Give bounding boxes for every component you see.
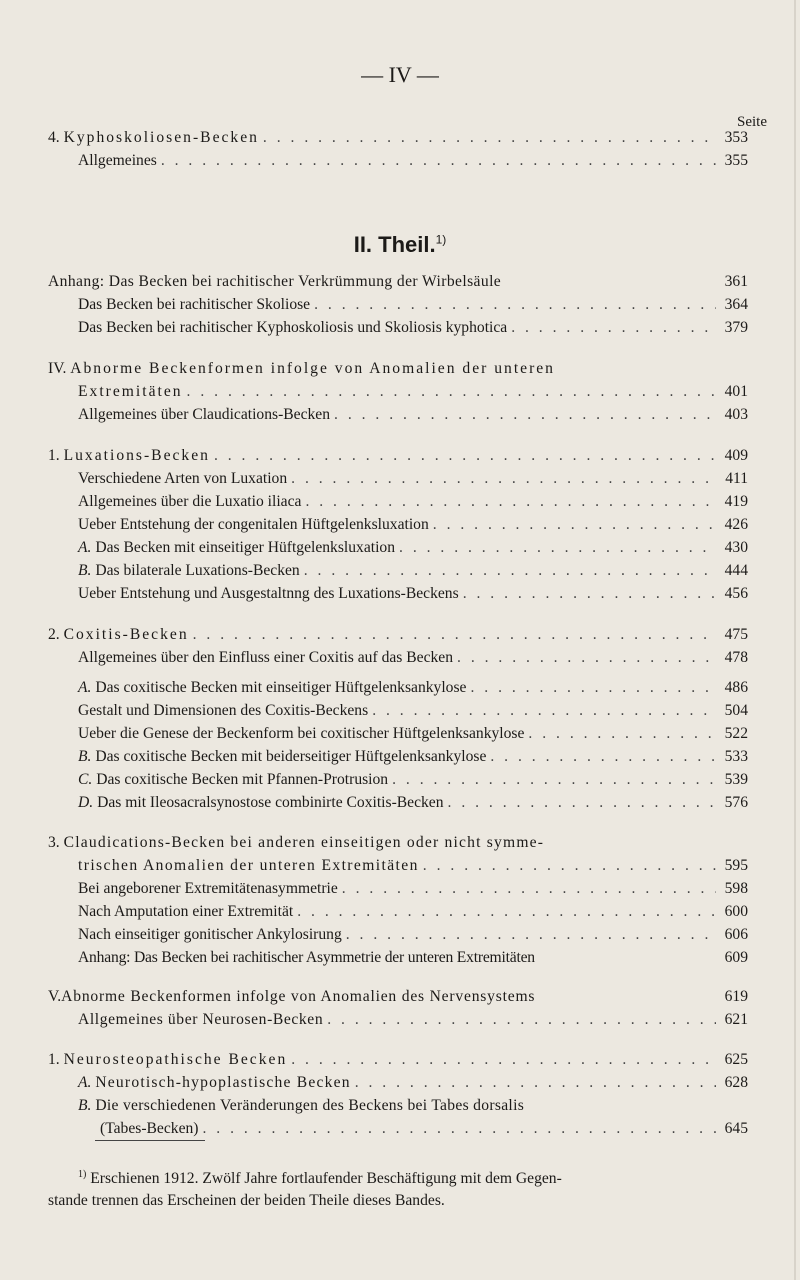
leader-dots xyxy=(263,128,716,148)
entry-title: Gestalt und Dimensionen des Coxitis-Beckens xyxy=(78,702,369,719)
leader-dots xyxy=(214,446,716,466)
entry-title: Nach einseitiger gonitischer Ankylosirung xyxy=(78,926,342,943)
entry-prefix: V. xyxy=(48,988,62,1005)
entry-title: Neurosteopathische Becken xyxy=(63,1051,288,1068)
toc-entry xyxy=(78,701,748,721)
leader-dots xyxy=(334,405,716,425)
leader-dots xyxy=(187,382,716,402)
entry-title: trischen Anomalien der unteren Extremitäten xyxy=(78,857,419,874)
entry-prefix: A. xyxy=(78,679,92,696)
toc-entry xyxy=(78,793,748,813)
entry-page: 478 xyxy=(724,649,748,666)
toc-entry xyxy=(78,678,748,698)
entry-page: 628 xyxy=(724,1074,748,1091)
entry-title: Verschiedene Arten von Luxation xyxy=(78,470,288,487)
entry-page: 486 xyxy=(724,679,748,696)
entry-prefix: D. xyxy=(78,794,94,811)
leader-dots xyxy=(202,1119,716,1139)
entry-title: (Tabes-Becken) xyxy=(100,1120,199,1137)
entry-title-line1: Die verschiedenen Veränderungen des Beckens bei Tabes dorsalis xyxy=(95,1097,525,1114)
leader-dots xyxy=(346,925,716,945)
toc-entry xyxy=(78,515,748,535)
leader-dots xyxy=(392,770,716,790)
entry-page: 522 xyxy=(724,725,748,742)
entry-page: 430 xyxy=(724,539,748,556)
toc-entry xyxy=(78,648,748,668)
entry-prefix: 4. xyxy=(48,129,60,146)
entry-prefix: 1. xyxy=(48,447,60,464)
footnote xyxy=(48,1164,748,1212)
entry-title: Das Becken mit einseitiger Hüftgelenksluxation xyxy=(95,539,396,556)
leader-dots xyxy=(342,879,716,899)
entry-page: 403 xyxy=(724,406,748,423)
toc-entry xyxy=(78,318,748,338)
toc-entry xyxy=(48,359,748,379)
entry-prefix: 1. xyxy=(48,1051,60,1068)
entry-title: Extremitäten xyxy=(78,383,183,400)
toc-entry xyxy=(78,747,748,767)
leader-dots xyxy=(161,151,716,171)
entry-page: 401 xyxy=(724,383,748,400)
entry-title: Das Becken bei rachitischer Skoliose xyxy=(78,296,311,313)
leader-dots xyxy=(304,561,716,581)
entry-title: Anhang: Das Becken bei rachitischer Asymmetrie der unteren Extremitäten xyxy=(78,949,535,966)
entry-page: 645 xyxy=(724,1120,748,1137)
entry-title: Allgemeines über den Einfluss einer Coxitis auf das Becken xyxy=(78,649,454,666)
toc-entry xyxy=(78,1073,748,1093)
entry-title: Das Becken bei rachitischer Kyphoskoliosis und Skoliosis kyphotica xyxy=(78,319,508,336)
entry-title: Nach Amputation einer Extremität xyxy=(78,903,294,920)
leader-dots xyxy=(511,318,716,338)
entry-title: Ueber die Genese der Beckenform bei coxitischer Hüftgelenksankylose xyxy=(78,725,525,742)
toc-entry xyxy=(78,902,748,922)
toc-entry xyxy=(78,1010,748,1030)
entry-title: Neurotisch-hypoplastische Becken xyxy=(95,1074,351,1091)
entry-title: Anhang: Das Becken bei rachitischer Verkrümmung der Wirbelsäule xyxy=(48,273,502,290)
leader-dots xyxy=(291,469,716,489)
toc-entry xyxy=(78,856,748,876)
entry-title: Ueber Entstehung und Ausgestaltnng des Luxations-Beckens xyxy=(78,585,459,602)
leader-dots xyxy=(314,295,716,315)
entry-page: 504 xyxy=(724,702,748,719)
entry-page: 411 xyxy=(725,470,748,487)
entry-page: 539 xyxy=(724,771,748,788)
entry-prefix: B. xyxy=(78,1097,92,1114)
footnote-line2: stande trennen das Erscheinen der beiden Theile dieses Bandes. xyxy=(48,1192,445,1210)
leader-dots xyxy=(297,902,716,922)
entry-title: Das bilaterale Luxations-Becken xyxy=(95,562,300,579)
toc-entry xyxy=(48,128,748,148)
entry-title: Das coxitische Becken mit beiderseitiger Hüftgelenksankylose xyxy=(95,748,487,765)
footnote-ref: 1) xyxy=(435,232,447,247)
entry-title: Allgemeines xyxy=(78,152,157,169)
toc-entry xyxy=(48,1050,748,1070)
leader-dots xyxy=(193,625,716,645)
entry-title: Allgemeines über die Luxatio iliaca xyxy=(78,493,302,510)
leader-dots xyxy=(423,856,716,876)
toc-entry xyxy=(78,405,748,425)
toc-entry xyxy=(48,272,748,292)
toc-entry xyxy=(48,987,748,1007)
leader-dots xyxy=(470,678,716,698)
seite-label: Seite xyxy=(737,114,767,130)
entry-prefix: B. xyxy=(78,748,92,765)
entry-title: Ueber Entstehung der congenitalen Hüftgelenksluxation xyxy=(78,516,429,533)
entry-page: 456 xyxy=(724,585,748,602)
entry-title: Das coxitische Becken mit einseitiger Hüftgelenksankylose xyxy=(95,679,467,696)
entry-prefix: 2. xyxy=(48,626,60,643)
entry-prefix: IV. xyxy=(48,360,67,377)
entry-page: 379 xyxy=(724,319,748,336)
entry-page: 355 xyxy=(724,152,748,169)
leader-dots xyxy=(433,515,716,535)
leader-dots xyxy=(463,584,716,604)
toc-entry xyxy=(78,948,748,968)
entry-page: 419 xyxy=(724,493,748,510)
toc-entry xyxy=(78,382,748,402)
entry-title: Bei angeborener Extremitätenasymmetrie xyxy=(78,880,338,897)
entry-page: 475 xyxy=(724,626,748,643)
entry-title: Das mit Ileosacralsynostose combinirte Coxitis-Becken xyxy=(97,794,444,811)
entry-prefix: 3. xyxy=(48,834,60,851)
leader-dots xyxy=(457,648,716,668)
leader-dots xyxy=(490,747,716,767)
toc-entry xyxy=(78,1096,748,1116)
entry-page: 409 xyxy=(724,447,748,464)
leader-dots xyxy=(372,701,716,721)
entry-page: 600 xyxy=(724,903,748,920)
leader-dots xyxy=(355,1073,716,1093)
entry-prefix: C. xyxy=(78,771,93,788)
entry-prefix: A. xyxy=(78,1074,92,1091)
leader-dots xyxy=(399,538,716,558)
entry-title: Luxations-Becken xyxy=(63,447,210,464)
leader-dots xyxy=(305,492,716,512)
toc-entry xyxy=(78,584,748,604)
toc-entry xyxy=(78,561,748,581)
toc-entry xyxy=(78,770,748,790)
entry-prefix: A. xyxy=(78,539,92,556)
entry-page: 595 xyxy=(724,857,748,874)
leader-dots xyxy=(291,1050,716,1070)
leader-dots xyxy=(528,724,716,744)
toc-entry xyxy=(78,925,748,945)
entry-title-line1: Claudications-Becken bei anderen einseitigen oder nicht symme- xyxy=(63,834,545,851)
toc-entry xyxy=(78,492,748,512)
entry-page: 606 xyxy=(724,926,748,943)
toc-entry xyxy=(78,724,748,744)
toc-entry xyxy=(78,538,748,558)
entry-page: 533 xyxy=(724,748,748,765)
toc-entry xyxy=(78,879,748,899)
footnote-line1: Erschienen 1912. Zwölf Jahre fortlaufender Beschäftigung mit dem Gegen- xyxy=(90,1170,562,1188)
entry-page: 444 xyxy=(724,562,748,579)
toc-entry xyxy=(48,833,748,853)
entry-page: 619 xyxy=(724,988,748,1005)
toc-entry xyxy=(78,151,748,171)
entry-page: 426 xyxy=(724,516,748,533)
entry-page: 609 xyxy=(724,949,748,966)
entry-page: 353 xyxy=(724,129,748,146)
entry-title: Allgemeines über Claudications-Becken xyxy=(78,406,331,423)
leader-dots xyxy=(327,1010,716,1030)
leader-dots xyxy=(448,793,716,813)
entry-page: 598 xyxy=(724,880,748,897)
toc-entry xyxy=(100,1119,748,1139)
entry-prefix: B. xyxy=(78,562,92,579)
entry-page: 364 xyxy=(724,296,748,313)
entry-title: Das coxitische Becken mit Pfannen-Protrusion xyxy=(96,771,389,788)
part-title: II. Theil.$^{1)}$ xyxy=(353,232,447,257)
entry-page: 625 xyxy=(724,1051,748,1068)
entry-title: Coxitis-Becken xyxy=(63,626,189,643)
footnote-marker: 1) xyxy=(78,1169,87,1180)
toc-entry xyxy=(78,295,748,315)
entry-page: 361 xyxy=(724,273,748,290)
toc-entry xyxy=(78,469,748,489)
page-number-header: — IV — xyxy=(361,62,439,87)
entry-title-line1: Abnorme Beckenformen infolge von Anomalien der unteren xyxy=(70,360,555,377)
entry-title: Abnorme Beckenformen infolge von Anomalien des Nervensystems xyxy=(61,988,536,1005)
page-edge xyxy=(794,0,796,1280)
toc-entry xyxy=(48,446,748,466)
footnote-rule xyxy=(95,1140,205,1141)
entry-title: Allgemeines über Neurosen-Becken xyxy=(78,1011,324,1028)
toc-entry xyxy=(48,625,748,645)
entry-title: Kyphoskoliosen-Becken xyxy=(63,129,259,146)
entry-page: 576 xyxy=(724,794,748,811)
entry-page: 621 xyxy=(724,1011,748,1028)
